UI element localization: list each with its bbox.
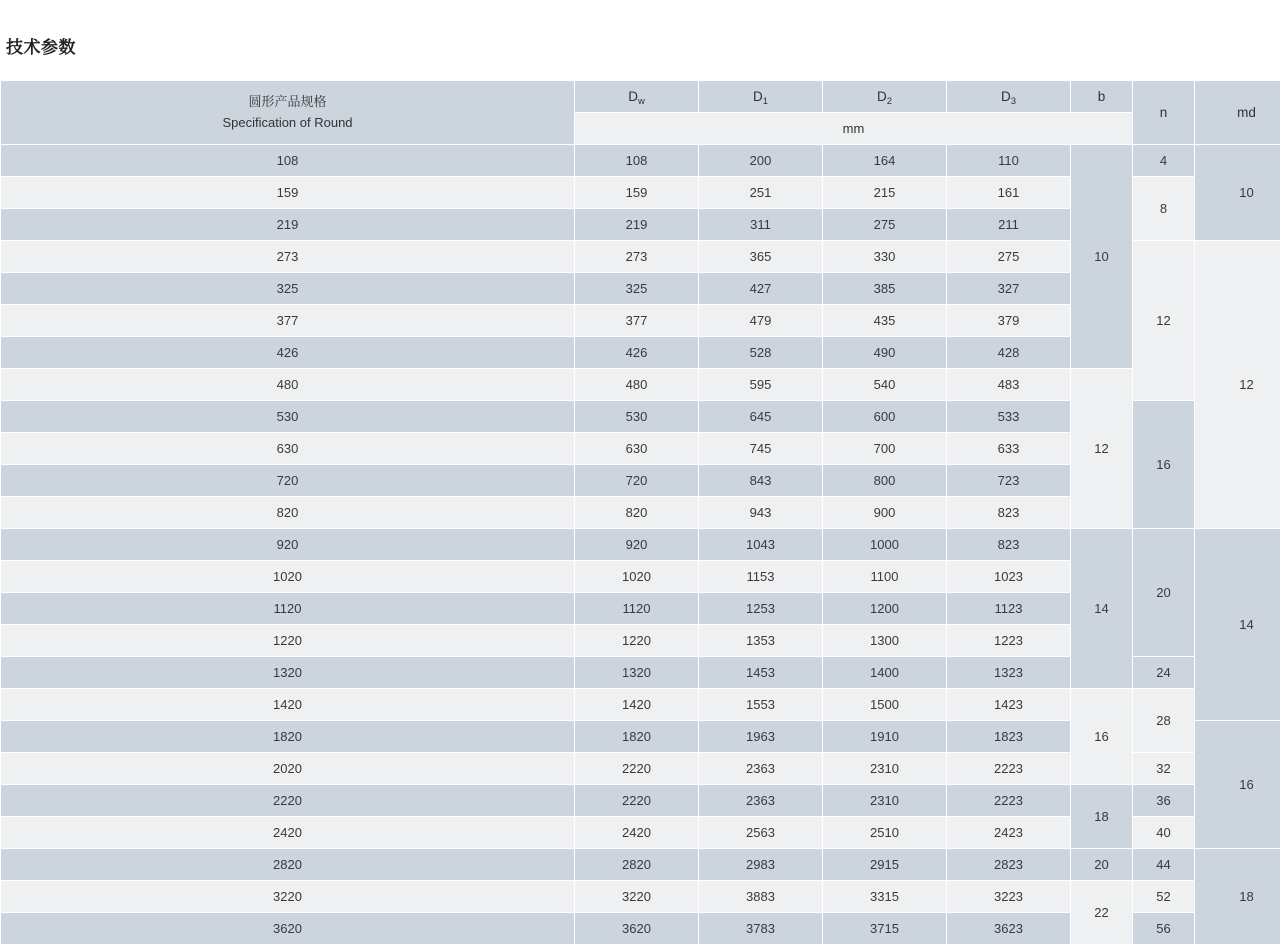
cell-d2: 164 bbox=[823, 145, 947, 177]
cell-d2: 2915 bbox=[823, 849, 947, 881]
cell-d2: 1300 bbox=[823, 625, 947, 657]
cell-b: 22 bbox=[1071, 881, 1133, 945]
cell-b: 18 bbox=[1071, 785, 1133, 849]
cell-d1: 479 bbox=[699, 305, 823, 337]
column-header-d1-label: D bbox=[753, 89, 763, 104]
cell-n: 4 bbox=[1133, 145, 1195, 177]
column-header-d2-sub: 2 bbox=[887, 96, 892, 107]
cell-specification: 1820 bbox=[1, 721, 575, 753]
cell-d2: 215 bbox=[823, 177, 947, 209]
column-header-b: b bbox=[1071, 81, 1133, 113]
cell-d3: 2223 bbox=[947, 753, 1071, 785]
cell-d2: 2510 bbox=[823, 817, 947, 849]
cell-d2: 2310 bbox=[823, 753, 947, 785]
cell-specification: 273 bbox=[1, 241, 575, 273]
cell-d3: 3223 bbox=[947, 881, 1071, 913]
cell-specification: 1320 bbox=[1, 657, 575, 689]
cell-specification: 3220 bbox=[1, 881, 575, 913]
cell-d3: 1223 bbox=[947, 625, 1071, 657]
cell-dw: 630 bbox=[575, 433, 699, 465]
cell-d1: 595 bbox=[699, 369, 823, 401]
cell-specification: 325 bbox=[1, 273, 575, 305]
cell-specification: 820 bbox=[1, 497, 575, 529]
table-row bbox=[1, 689, 1280, 721]
cell-d1: 645 bbox=[699, 401, 823, 433]
cell-n: 20 bbox=[1133, 529, 1195, 657]
cell-md: 10 bbox=[1195, 145, 1280, 241]
cell-dw: 273 bbox=[575, 241, 699, 273]
cell-d1: 2363 bbox=[699, 785, 823, 817]
cell-n: 32 bbox=[1133, 753, 1195, 785]
column-header-d3 bbox=[947, 81, 1071, 113]
cell-specification: 2820 bbox=[1, 849, 575, 881]
cell-dw: 377 bbox=[575, 305, 699, 337]
cell-specification: 108 bbox=[1, 145, 575, 177]
cell-specification: 1220 bbox=[1, 625, 575, 657]
cell-dw: 3220 bbox=[575, 881, 699, 913]
cell-d1: 2563 bbox=[699, 817, 823, 849]
cell-specification: 2020 bbox=[1, 753, 575, 785]
cell-d2: 385 bbox=[823, 273, 947, 305]
cell-d3: 823 bbox=[947, 529, 1071, 561]
cell-dw: 1320 bbox=[575, 657, 699, 689]
cell-specification: 530 bbox=[1, 401, 575, 433]
cell-d3: 161 bbox=[947, 177, 1071, 209]
cell-d1: 1043 bbox=[699, 529, 823, 561]
cell-d1: 1353 bbox=[699, 625, 823, 657]
cell-b: 20 bbox=[1071, 849, 1133, 881]
cell-specification: 3620 bbox=[1, 913, 575, 945]
column-header-d3-label: D bbox=[1001, 89, 1011, 104]
column-header-specification bbox=[1, 81, 575, 145]
cell-d3: 1423 bbox=[947, 689, 1071, 721]
column-header-dw-sub: w bbox=[638, 96, 645, 107]
cell-d2: 275 bbox=[823, 209, 947, 241]
cell-d1: 843 bbox=[699, 465, 823, 497]
cell-d1: 427 bbox=[699, 273, 823, 305]
column-header-dw bbox=[575, 81, 699, 113]
cell-d2: 2310 bbox=[823, 785, 947, 817]
cell-n: 52 bbox=[1133, 881, 1195, 913]
cell-d2: 800 bbox=[823, 465, 947, 497]
column-header-d1-sub: 1 bbox=[763, 96, 768, 107]
cell-dw: 1020 bbox=[575, 561, 699, 593]
cell-d2: 600 bbox=[823, 401, 947, 433]
cell-n: 56 bbox=[1133, 913, 1195, 945]
cell-d3: 2423 bbox=[947, 817, 1071, 849]
cell-specification: 920 bbox=[1, 529, 575, 561]
table-row bbox=[1, 881, 1280, 913]
cell-d2: 1100 bbox=[823, 561, 947, 593]
cell-d3: 483 bbox=[947, 369, 1071, 401]
cell-dw: 2820 bbox=[575, 849, 699, 881]
cell-specification: 2220 bbox=[1, 785, 575, 817]
table-body bbox=[1, 145, 1280, 945]
cell-specification: 720 bbox=[1, 465, 575, 497]
cell-d3: 1323 bbox=[947, 657, 1071, 689]
cell-dw: 108 bbox=[575, 145, 699, 177]
cell-dw: 426 bbox=[575, 337, 699, 369]
cell-dw: 325 bbox=[575, 273, 699, 305]
column-header-d1 bbox=[699, 81, 823, 113]
cell-specification: 630 bbox=[1, 433, 575, 465]
cell-d1: 1153 bbox=[699, 561, 823, 593]
cell-dw: 480 bbox=[575, 369, 699, 401]
cell-d2: 435 bbox=[823, 305, 947, 337]
cell-d1: 1453 bbox=[699, 657, 823, 689]
cell-d3: 3623 bbox=[947, 913, 1071, 945]
column-header-md: md bbox=[1195, 81, 1280, 145]
cell-d1: 2363 bbox=[699, 753, 823, 785]
cell-d2: 330 bbox=[823, 241, 947, 273]
cell-specification: 480 bbox=[1, 369, 575, 401]
column-header-d3-sub: 3 bbox=[1011, 96, 1016, 107]
cell-md: 14 bbox=[1195, 529, 1280, 721]
cell-dw: 1420 bbox=[575, 689, 699, 721]
cell-d1: 200 bbox=[699, 145, 823, 177]
cell-b: 10 bbox=[1071, 145, 1133, 369]
cell-specification: 1420 bbox=[1, 689, 575, 721]
cell-dw: 530 bbox=[575, 401, 699, 433]
page-title: 技术参数 bbox=[0, 0, 1280, 58]
cell-specification: 159 bbox=[1, 177, 575, 209]
table-header bbox=[1, 81, 1280, 145]
cell-d3: 1823 bbox=[947, 721, 1071, 753]
cell-specification: 2420 bbox=[1, 817, 575, 849]
cell-d1: 365 bbox=[699, 241, 823, 273]
cell-n: 16 bbox=[1133, 401, 1195, 529]
cell-d2: 490 bbox=[823, 337, 947, 369]
cell-d2: 1400 bbox=[823, 657, 947, 689]
technical-parameters-table bbox=[0, 80, 1280, 945]
cell-d1: 1253 bbox=[699, 593, 823, 625]
table-row bbox=[1, 145, 1280, 177]
cell-md: 12 bbox=[1195, 241, 1280, 529]
cell-b: 16 bbox=[1071, 689, 1133, 785]
cell-n: 28 bbox=[1133, 689, 1195, 753]
cell-d3: 428 bbox=[947, 337, 1071, 369]
cell-d3: 1023 bbox=[947, 561, 1071, 593]
cell-n: 40 bbox=[1133, 817, 1195, 849]
cell-specification: 1120 bbox=[1, 593, 575, 625]
cell-d2: 1000 bbox=[823, 529, 947, 561]
cell-d3: 110 bbox=[947, 145, 1071, 177]
cell-dw: 820 bbox=[575, 497, 699, 529]
cell-d1: 3783 bbox=[699, 913, 823, 945]
cell-d3: 211 bbox=[947, 209, 1071, 241]
cell-d1: 1963 bbox=[699, 721, 823, 753]
cell-d2: 700 bbox=[823, 433, 947, 465]
cell-n: 44 bbox=[1133, 849, 1195, 881]
cell-d3: 633 bbox=[947, 433, 1071, 465]
table-row bbox=[1, 529, 1280, 561]
column-header-specification-en: Specification of Round bbox=[1, 113, 574, 133]
cell-dw: 219 bbox=[575, 209, 699, 241]
cell-n: 36 bbox=[1133, 785, 1195, 817]
cell-d2: 3715 bbox=[823, 913, 947, 945]
cell-d1: 2983 bbox=[699, 849, 823, 881]
cell-d2: 1910 bbox=[823, 721, 947, 753]
cell-d2: 900 bbox=[823, 497, 947, 529]
cell-md: 18 bbox=[1195, 849, 1280, 945]
cell-d3: 2223 bbox=[947, 785, 1071, 817]
cell-dw: 720 bbox=[575, 465, 699, 497]
cell-dw: 1220 bbox=[575, 625, 699, 657]
cell-dw: 920 bbox=[575, 529, 699, 561]
column-header-dw-label: D bbox=[628, 89, 638, 104]
table-row bbox=[1, 785, 1280, 817]
cell-md: 16 bbox=[1195, 721, 1280, 849]
cell-dw: 2420 bbox=[575, 817, 699, 849]
column-header-unit-mm: mm bbox=[575, 113, 1133, 145]
cell-d3: 823 bbox=[947, 497, 1071, 529]
cell-d2: 3315 bbox=[823, 881, 947, 913]
cell-n: 12 bbox=[1133, 241, 1195, 401]
cell-d3: 533 bbox=[947, 401, 1071, 433]
column-header-n: n bbox=[1133, 81, 1195, 145]
cell-specification: 219 bbox=[1, 209, 575, 241]
cell-d3: 379 bbox=[947, 305, 1071, 337]
column-header-d2 bbox=[823, 81, 947, 113]
cell-d2: 1500 bbox=[823, 689, 947, 721]
cell-dw: 159 bbox=[575, 177, 699, 209]
cell-d1: 251 bbox=[699, 177, 823, 209]
cell-d3: 2823 bbox=[947, 849, 1071, 881]
cell-d1: 311 bbox=[699, 209, 823, 241]
cell-dw: 3620 bbox=[575, 913, 699, 945]
cell-specification: 1020 bbox=[1, 561, 575, 593]
cell-d2: 540 bbox=[823, 369, 947, 401]
cell-d1: 3883 bbox=[699, 881, 823, 913]
header-row-primary bbox=[1, 81, 1280, 113]
cell-d3: 1123 bbox=[947, 593, 1071, 625]
cell-d3: 275 bbox=[947, 241, 1071, 273]
cell-specification: 426 bbox=[1, 337, 575, 369]
column-header-specification-cn: 圆形产品规格 bbox=[1, 92, 574, 112]
cell-n: 24 bbox=[1133, 657, 1195, 689]
cell-dw: 2220 bbox=[575, 753, 699, 785]
cell-b: 12 bbox=[1071, 369, 1133, 529]
cell-dw: 1120 bbox=[575, 593, 699, 625]
column-header-d2-label: D bbox=[877, 89, 887, 104]
cell-dw: 1820 bbox=[575, 721, 699, 753]
cell-d3: 327 bbox=[947, 273, 1071, 305]
cell-d1: 745 bbox=[699, 433, 823, 465]
cell-d1: 528 bbox=[699, 337, 823, 369]
cell-d2: 1200 bbox=[823, 593, 947, 625]
table-row bbox=[1, 369, 1280, 401]
cell-dw: 2220 bbox=[575, 785, 699, 817]
cell-b: 14 bbox=[1071, 529, 1133, 689]
cell-d1: 1553 bbox=[699, 689, 823, 721]
table-row bbox=[1, 849, 1280, 881]
cell-d3: 723 bbox=[947, 465, 1071, 497]
spec-table-container bbox=[0, 80, 1280, 945]
cell-specification: 377 bbox=[1, 305, 575, 337]
cell-d1: 943 bbox=[699, 497, 823, 529]
cell-n: 8 bbox=[1133, 177, 1195, 241]
